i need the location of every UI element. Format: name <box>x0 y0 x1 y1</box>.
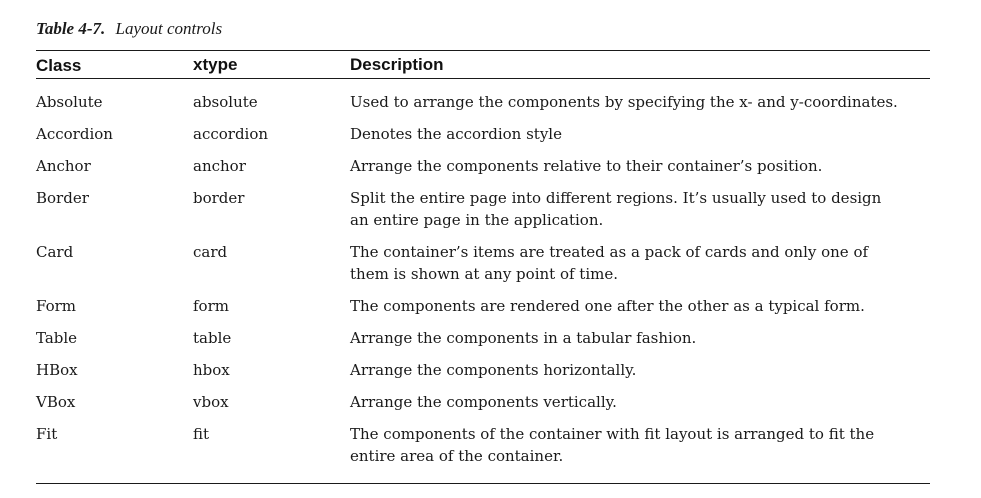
cell-xtype: accordion <box>193 125 269 143</box>
table-header <box>36 51 930 79</box>
cell-class: Border <box>36 189 89 207</box>
cell-description: The components are rendered one after the other as a typical form. <box>350 297 865 315</box>
layout-controls-table <box>36 50 930 484</box>
cell-class: HBox <box>36 361 78 379</box>
table-row <box>36 295 930 317</box>
table-row <box>36 423 930 467</box>
cell-xtype: vbox <box>193 393 229 411</box>
table-row <box>36 359 930 381</box>
cell-xtype: table <box>193 329 232 347</box>
table-title: Layout controls <box>115 19 223 38</box>
cell-description: Arrange the components horizontally. <box>350 361 637 379</box>
cell-class: Card <box>36 243 74 261</box>
header-description: Description <box>350 54 444 74</box>
cell-description: Arrange the components vertically. <box>350 393 617 411</box>
cell-xtype: form <box>193 297 229 315</box>
cell-class: Accordion <box>36 125 113 143</box>
table-row <box>36 241 930 285</box>
cell-xtype: anchor <box>193 157 246 175</box>
table-row <box>36 187 930 231</box>
cell-class: Absolute <box>36 93 103 111</box>
table-row <box>36 391 930 413</box>
cell-xtype: absolute <box>193 93 258 111</box>
cell-class: Table <box>36 329 78 347</box>
cell-xtype: border <box>193 189 245 207</box>
cell-class: Fit <box>36 425 58 443</box>
header-xtype: xtype <box>193 54 238 74</box>
cell-xtype: hbox <box>193 361 230 379</box>
cell-class: Anchor <box>36 157 91 175</box>
cell-class: Form <box>36 297 77 315</box>
table-bottom-rule <box>36 483 930 484</box>
cell-description: Used to arrange the components by specifying the x- and y-coordinates. <box>350 93 898 111</box>
cell-xtype: fit <box>193 425 210 443</box>
cell-description: The container’s items are treated as a pack of cards and only one of them is shown at any point of time. <box>350 243 869 283</box>
cell-description: Arrange the components relative to their container’s position. <box>350 157 823 175</box>
cell-description: Arrange the components in a tabular fashion. <box>350 329 697 347</box>
cell-xtype: card <box>193 243 228 261</box>
cell-description: Split the entire page into different regions. It’s usually used to design an entire page in the application. <box>350 189 882 229</box>
table-caption <box>36 19 222 39</box>
header-class: Class <box>36 55 82 75</box>
table-number: Table 4-7. <box>36 19 106 38</box>
table-row <box>36 91 930 113</box>
cell-class: VBox <box>36 393 76 411</box>
cell-description: Denotes the accordion style <box>350 125 562 143</box>
table-body <box>36 79 930 483</box>
table-row <box>36 327 930 349</box>
cell-description: The components of the container with fit layout is arranged to fit the entire area of the container. <box>350 425 875 465</box>
table-row <box>36 123 930 145</box>
table-row <box>36 155 930 177</box>
